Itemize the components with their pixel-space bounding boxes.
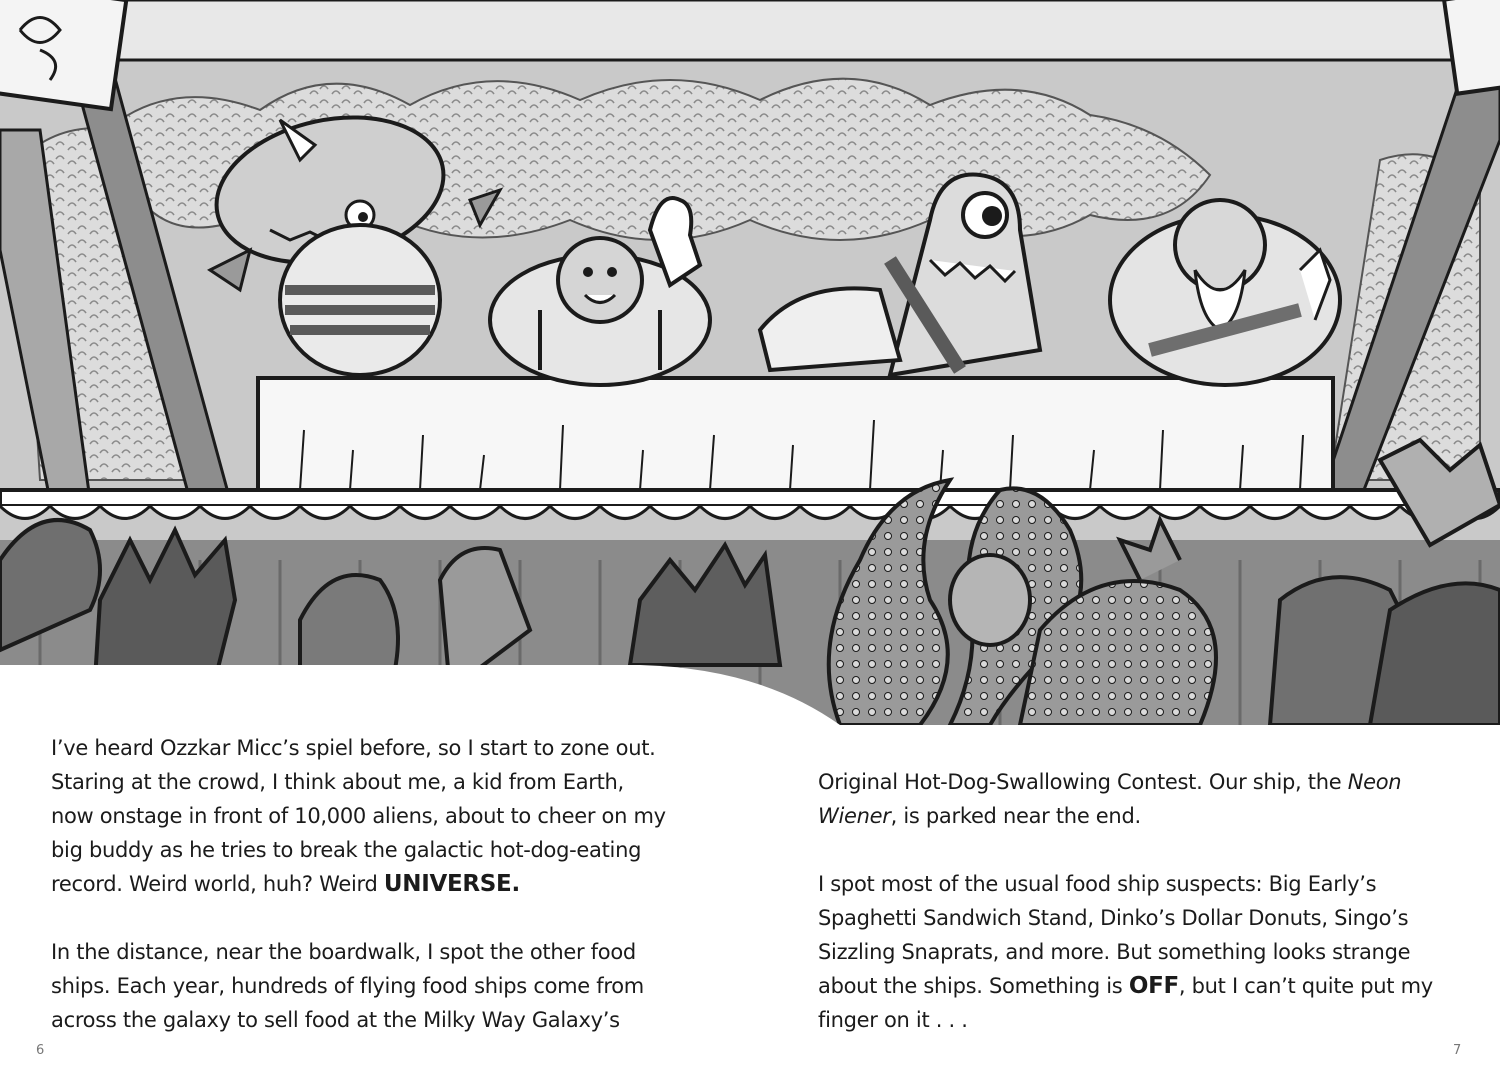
ship-name: Wiener [818, 804, 891, 828]
text-line: Sizzling Snaprats, and more. But something looks strange [818, 940, 1411, 964]
text-line: ships. Each year, hundreds of flying food ships come from [51, 974, 644, 998]
text-line: , but I can’t quite put my [1178, 974, 1433, 998]
ship-name: Neon [1347, 770, 1402, 794]
contest-table [258, 378, 1333, 490]
text-line: I’ve heard Ozzkar Micc’s spiel before, so I start to zone out. [51, 736, 656, 760]
text-line: , is parked near the end. [890, 804, 1141, 828]
text-line: Staring at the crowd, I think about me, a kid from Earth, [51, 770, 624, 794]
page-number-right: 7 [1453, 1043, 1462, 1058]
text-line: finger on it . . . [818, 1008, 968, 1032]
left-paragraph-1 [51, 731, 691, 901]
text-line: record. Weird world, huh? Weird [51, 872, 384, 896]
text-line: about the ships. Something is [818, 974, 1129, 998]
right-page-text [818, 765, 1458, 1037]
left-sign [0, 0, 126, 109]
screen-frame [0, 0, 1500, 60]
text-line: I spot most of the usual food ship suspects: Big Early’s [818, 872, 1377, 896]
left-page-text [51, 731, 691, 1037]
left-paragraph-2 [51, 935, 691, 1037]
emphasis-off: OFF [1128, 973, 1179, 999]
text-line: Original Hot-Dog-Swallowing Contest. Our ship, the [818, 770, 1348, 794]
page-cutout [0, 665, 840, 725]
stage-rail [0, 490, 1500, 506]
text-line: now onstage in front of 10,000 aliens, about to cheer on my [51, 804, 666, 828]
text-line: big buddy as he tries to break the galactic hot-dog-eating [51, 838, 642, 862]
right-paragraph-1 [818, 765, 1458, 833]
emphasis-universe: UNIVERSE. [383, 871, 520, 897]
text-line: Spaghetti Sandwich Stand, Dinko’s Dollar Donuts, Singo’s [818, 906, 1409, 930]
right-paragraph-2 [818, 867, 1458, 1037]
text-line: across the galaxy to sell food at the Milky Way Galaxy’s [51, 1008, 620, 1032]
text-line: In the distance, near the boardwalk, I spot the other food [51, 940, 636, 964]
page-number-left: 6 [36, 1043, 45, 1058]
